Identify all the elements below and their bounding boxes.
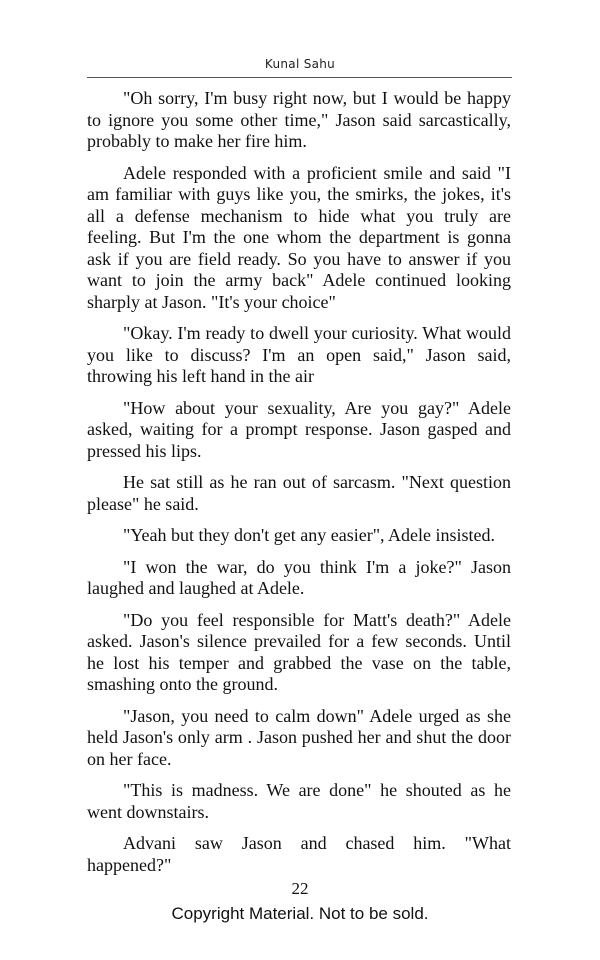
paragraph-9: "Jason, you need to calm down" Adele urged as she held Jason's only arm . Jason pushed her and shut the door on her face. [87,705,511,769]
page-body [87,88,511,886]
paragraph-8: "Do you feel responsible for Matt's death?" Adele asked. Jason's silence prevailed for a few seconds. Until he lost his temper and grabbed the vase on the table, smashing onto the ground. [87,609,511,694]
paragraph-5: He sat still as he ran out of sarcasm. "Next question please" he said. [87,472,511,514]
paragraph-4: "How about your sexuality, Are you gay?" Adele asked, waiting for a prompt response. Jason gasped and pressed his lips. [87,397,511,461]
copyright-notice: Copyright Material. Not to be sold. [171,904,429,923]
paragraph-6: "Yeah but they don't get any easier", Adele insisted. [123,525,496,545]
paragraph-7: "I won the war, do you think I'm a joke?" Jason laughed and laughed at Adele. [87,556,511,598]
paragraph-11: Advani saw Jason and chased him. "What happened?" [87,833,511,875]
paragraph-1: "Oh sorry, I'm busy right now, but I would be happy to ignore you some other time," Jason said sarcastically, probably to make her fire him. [87,88,511,151]
paragraph-10: "This is madness. We are done" he shouted as he went downstairs. [87,780,511,822]
running-header-author: Kunal Sahu [264,57,336,71]
page-number: 22 [291,879,309,898]
paragraph-3: "Okay. I'm ready to dwell your curiosity. What would you like to discuss? I'm an open said," Jason said, throwing his left hand in the air [87,323,511,386]
header-rule [87,77,512,78]
paragraph-2: Adele responded with a proficient smile and said "I am familiar with guys like you, the smirks, the jokes, it's all a defense mechanism to hide what you truly are feeling. But I'm the one whom the department is gonna ask if you are field ready. So you have to answer if you want to join the army back" Adele continued looking sharply at Jason. "It's your choice" [87,162,511,312]
